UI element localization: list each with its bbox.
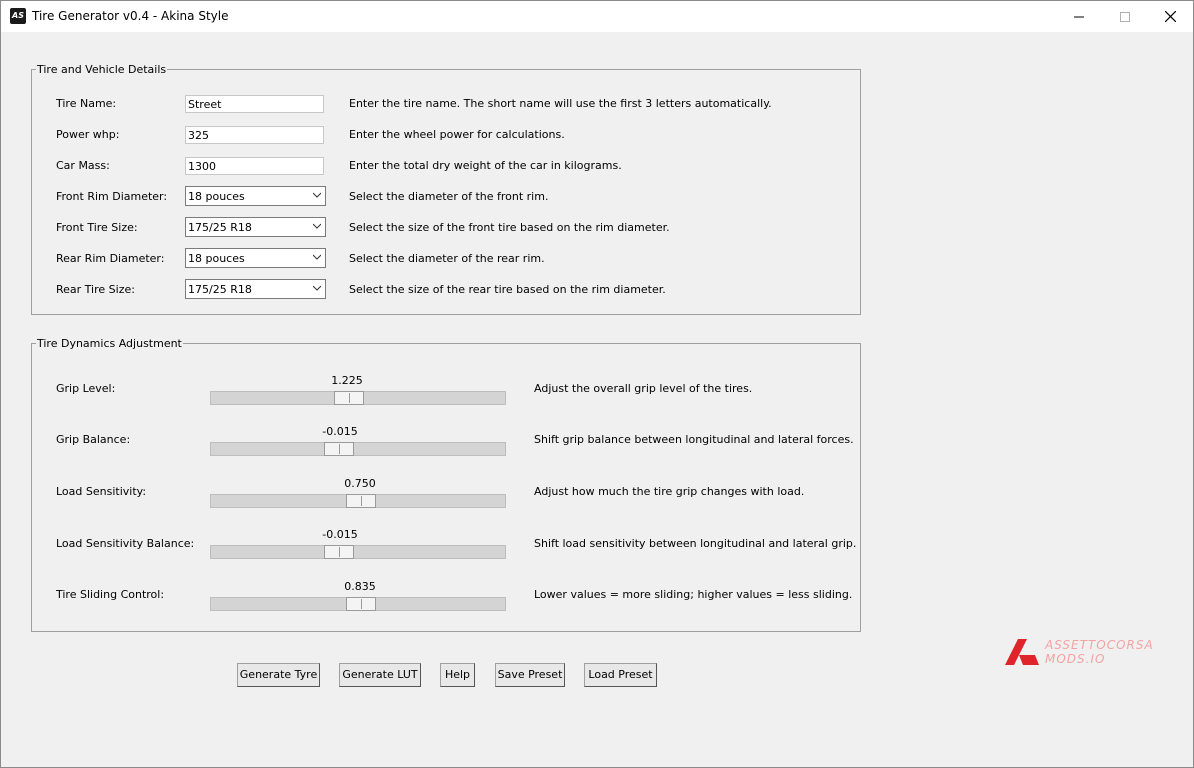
tire-sliding-control-slider-thumb[interactable] <box>346 597 376 611</box>
grip-level-slider-thumb[interactable] <box>334 391 364 405</box>
save-preset-button[interactable]: Save Preset <box>495 663 565 687</box>
load-preset-button[interactable]: Load Preset <box>584 663 657 687</box>
maximize-button[interactable] <box>1102 1 1148 32</box>
car-mass-label: Car Mass: <box>56 159 110 172</box>
rear-rim-diameter-description: Select the diameter of the rear rim. <box>349 252 545 265</box>
chevron-down-icon <box>313 223 321 229</box>
tire-dynamics-legend: Tire Dynamics Adjustment <box>37 337 182 350</box>
grip-balance-label: Grip Balance: <box>56 433 131 446</box>
window-title: Tire Generator v0.4 - Akina Style <box>32 9 229 23</box>
app-icon: AS <box>10 8 26 24</box>
load-sensitivity-description: Adjust how much the tire grip changes with load. <box>534 485 805 498</box>
load-sensitivity-slider-thumb[interactable] <box>346 494 376 508</box>
power-description: Enter the wheel power for calculations. <box>349 128 565 141</box>
front-tire-size-label: Front Tire Size: <box>56 221 138 234</box>
power-input[interactable]: 325 <box>185 126 324 144</box>
chevron-down-icon <box>313 285 321 291</box>
tire-vehicle-details-legend: Tire and Vehicle Details <box>37 63 167 76</box>
brand-logo-icon <box>1005 638 1039 666</box>
grip-balance-description: Shift grip balance between longitudinal and lateral forces. <box>534 433 854 446</box>
rear-tire-size-label: Rear Tire Size: <box>56 283 135 296</box>
front-tire-size-value: 175/25 R18 <box>188 221 252 234</box>
brand-text <box>1045 638 1154 666</box>
front-rim-diameter-select[interactable] <box>185 186 326 206</box>
load-sensitivity-balance-slider-thumb[interactable] <box>324 545 354 559</box>
tire-name-label: Tire Name: <box>56 97 117 110</box>
rear-rim-diameter-value: 18 pouces <box>188 252 245 265</box>
front-rim-diameter-value: 18 pouces <box>188 190 245 203</box>
grip-balance-value: -0.015 <box>322 425 358 438</box>
brand-line-2: MODS.IO <box>1045 652 1106 666</box>
help-button[interactable]: Help <box>440 663 475 687</box>
load-sensitivity-balance-value: -0.015 <box>322 528 358 541</box>
minimize-button[interactable] <box>1056 1 1102 32</box>
brand-line-1: ASSETTOCORSA <box>1045 638 1154 652</box>
close-button[interactable] <box>1147 1 1193 32</box>
grip-level-description: Adjust the overall grip level of the tires. <box>534 382 753 395</box>
grip-level-label: Grip Level: <box>56 382 116 395</box>
tire-sliding-control-slider[interactable] <box>210 597 506 611</box>
maximize-icon <box>1120 12 1130 22</box>
rear-tire-size-value: 175/25 R18 <box>188 283 252 296</box>
rear-tire-size-select[interactable] <box>185 279 326 299</box>
grip-balance-slider[interactable] <box>210 442 506 456</box>
load-sensitivity-slider[interactable] <box>210 494 506 508</box>
grip-level-slider[interactable] <box>210 391 506 405</box>
grip-balance-slider-thumb[interactable] <box>324 442 354 456</box>
rear-tire-size-description: Select the size of the rear tire based on the rim diameter. <box>349 283 666 296</box>
front-tire-size-description: Select the size of the front tire based on the rim diameter. <box>349 221 670 234</box>
tire-name-description: Enter the tire name. The short name will use the first 3 letters automatically. <box>349 97 772 110</box>
car-mass-description: Enter the total dry weight of the car in kilograms. <box>349 159 622 172</box>
tire-sliding-control-label: Tire Sliding Control: <box>56 588 165 601</box>
close-icon <box>1165 11 1176 22</box>
title-bar[interactable] <box>1 1 1193 32</box>
minimize-icon <box>1074 12 1084 22</box>
tire-name-input[interactable]: Street <box>185 95 324 113</box>
generate-tyre-button[interactable]: Generate Tyre <box>237 663 320 687</box>
front-rim-diameter-label: Front Rim Diameter: <box>56 190 168 203</box>
tire-sliding-control-value: 0.835 <box>344 580 376 593</box>
tire-sliding-control-description: Lower values = more sliding; higher values = less sliding. <box>534 588 853 601</box>
rear-rim-diameter-select[interactable] <box>185 248 326 268</box>
front-rim-diameter-description: Select the diameter of the front rim. <box>349 190 549 203</box>
chevron-down-icon <box>313 254 321 260</box>
load-sensitivity-balance-label: Load Sensitivity Balance: <box>56 537 195 550</box>
car-mass-input[interactable]: 1300 <box>185 157 324 175</box>
assettocorsa-mods-logo <box>1005 638 1175 668</box>
rear-rim-diameter-label: Rear Rim Diameter: <box>56 252 165 265</box>
load-sensitivity-label: Load Sensitivity: <box>56 485 147 498</box>
load-sensitivity-balance-slider[interactable] <box>210 545 506 559</box>
grip-level-value: 1.225 <box>331 374 363 387</box>
front-tire-size-select[interactable] <box>185 217 326 237</box>
chevron-down-icon <box>313 192 321 198</box>
load-sensitivity-balance-description: Shift load sensitivity between longitudinal and lateral grip. <box>534 537 857 550</box>
load-sensitivity-value: 0.750 <box>344 477 376 490</box>
power-label: Power whp: <box>56 128 120 141</box>
generate-lut-button[interactable]: Generate LUT <box>339 663 421 687</box>
